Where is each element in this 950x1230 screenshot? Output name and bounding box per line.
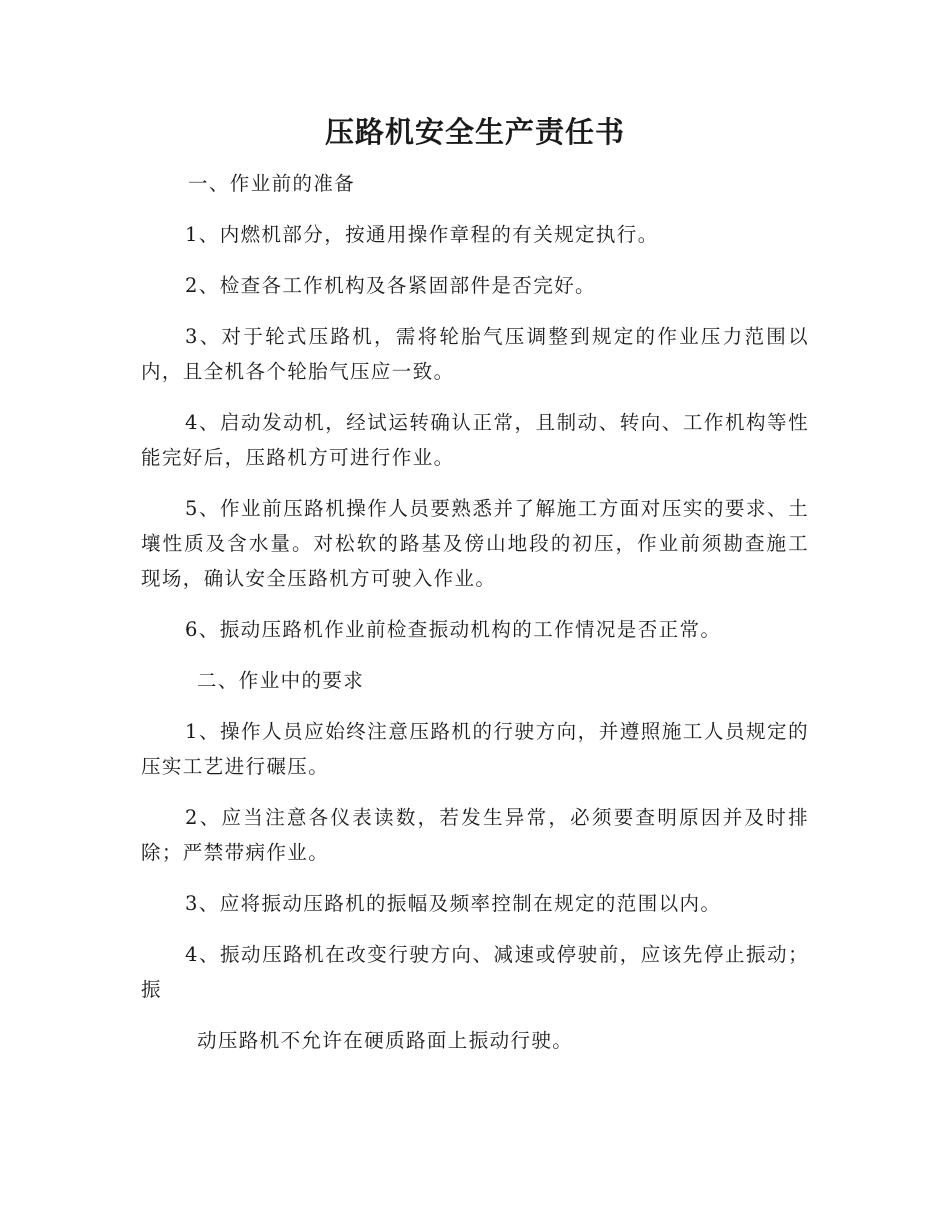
paragraph: 4、振动压路机在改变行驶方向、减速或停驶前，应该先停止振动；振 <box>141 943 809 1001</box>
paragraph: 3、对于轮式压路机，需将轮胎气压调整到规定的作业压力范围以内，且全机各个轮胎气压应一致。 <box>141 325 809 383</box>
paragraph: 3、应将振动压路机的振幅及频率控制在规定的范围以内。 <box>185 892 722 915</box>
paragraph: 4、启动发动机，经试运转确认正常，且制动、转向、工作机构等性能完好后，压路机方可进行作业。 <box>141 411 809 469</box>
section-heading-1: 一、作业前的准备 <box>188 172 356 195</box>
paragraph: 2、检查各工作机构及各紧固部件是否完好。 <box>185 274 596 297</box>
paragraph: 6、振动压路机作业前检查振动机构的工作情况是否正常。 <box>185 618 722 641</box>
paragraph: 1、操作人员应始终注意压路机的行驶方向，并遵照施工人员规定的压实工艺进行碾压。 <box>141 720 809 778</box>
paragraph-continuation: 动压路机不允许在硬质路面上振动行驶。 <box>197 1029 574 1052</box>
document-body <box>141 166 809 1074</box>
document-title: 压路机安全生产责任书 <box>324 115 625 149</box>
paragraph: 1、内燃机部分，按通用操作章程的有关规定执行。 <box>185 223 659 246</box>
paragraph: 5、作业前压路机操作人员要熟悉并了解施工方面对压实的要求、土壤性质及含水量。对松软的路基及傍山地段的初压，作业前须勘查施工现场，确认安全压路机方可驶入作业。 <box>141 497 809 590</box>
section-heading-2: 二、作业中的要求 <box>197 669 365 692</box>
paragraph: 2、应当注意各仪表读数，若发生异常，必须要查明原因并及时排除；严禁带病作业。 <box>141 806 809 864</box>
